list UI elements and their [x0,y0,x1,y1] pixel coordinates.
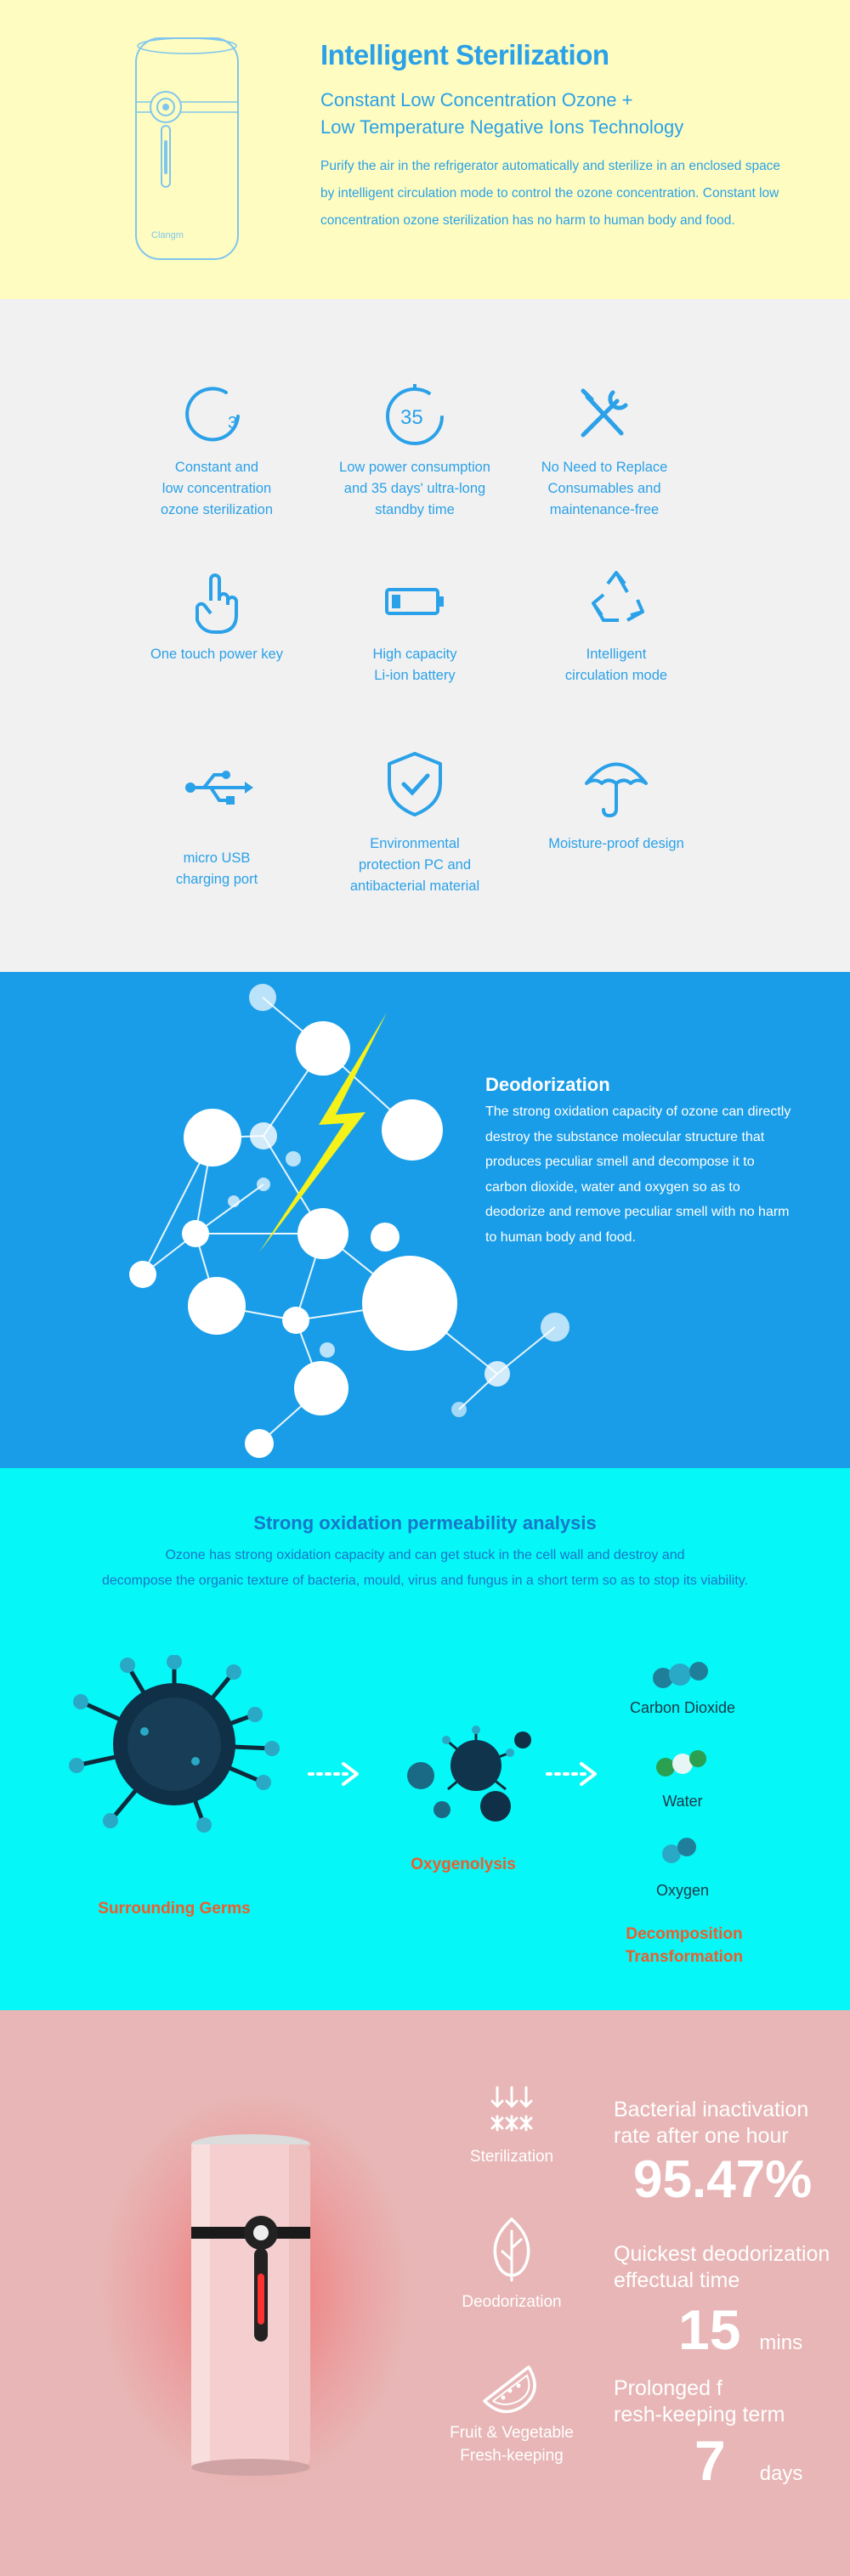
feature-antibacterial [317,745,513,897]
subtitle-line-2: Low Temperature Negative Ions Technology [320,116,684,138]
intro-subtitle [320,87,683,141]
oxidation-section [0,1468,850,2010]
intro-title: Intelligent Sterilization [320,39,609,71]
stat-unit: mins [759,2331,803,2354]
usb-icon [178,749,255,826]
water-molecule-icon [650,1748,710,1782]
stat-caption: Quickest deodorization [614,2242,830,2266]
stat-value: 95.47% [633,2150,813,2209]
stat-caption: resh-keeping term [614,2403,785,2426]
description-line: Ozone has strong oxidation capacity and can get stuck in the cell wall and destroy and [165,1548,685,1562]
feature-label-line: Intelligent [586,647,647,662]
feature-label-line: protection PC and [358,857,472,873]
stat-caption: rate after one hour [614,2124,789,2148]
battery-icon [377,562,453,639]
stat-caption: Bacterial inactivation [614,2098,809,2121]
germ-oxygenolysis-illustration [395,1715,540,1833]
arrow-right-icon [544,1757,604,1791]
feature-label-line: maintenance-free [549,502,660,517]
stat-caption: effectual time [614,2268,740,2292]
stat-fresh-keeping-term [614,2375,843,2493]
product-oxygen: Oxygen [655,1882,710,1899]
stopwatch-35-icon [377,376,453,452]
feature-label-line: High capacity [372,647,457,662]
feature-label-line: Environmental [370,836,460,851]
deodorization-section [0,972,850,1468]
feature-label-line: Li-ion battery [374,668,456,683]
wrench-screwdriver-icon [566,376,643,452]
feature-label-line: low concentration [162,481,272,496]
deodorization-description: The strong oxidation capacity of ozone can directly destroy the substance molecular structure that produces peculiar smell and decompose it to carbon dioxide, water and oxygen so as to deodorize and remove peculiar smell with no harm to human body and food. [485,1104,791,1245]
sterilization-icon [482,2082,541,2142]
recycle-icon [578,562,654,639]
benefit-fresh-keeping [435,2359,588,2467]
sterilizer-device-outline [128,34,246,263]
feature-label-line: circulation mode [564,668,668,683]
description-line: decompose the organic texture of bacteria, mould, virus and fungus in a short term so as to stop its viability. [101,1573,749,1588]
stage-decomposition-transformation [586,1923,782,1969]
feature-label-line: One touch power key [150,647,283,662]
stat-unit: days [759,2462,803,2485]
feature-low-power [317,376,513,521]
feature-label-line: micro USB [183,850,251,866]
germ-large-illustration [60,1655,289,1833]
product-carbon-dioxide: Carbon Dioxide [629,1699,736,1716]
benefit-deodorization [435,2214,588,2313]
features-section [0,299,850,972]
feature-label-line: Moisture-proof design [548,836,684,851]
deodorization-title: Deodorization [485,1074,610,1095]
feature-label-line: Low power consumption [339,460,490,475]
feature-circulation [518,562,714,686]
feature-moisture-proof [518,745,714,855]
feature-label-line: and 35 days' ultra-long [343,481,486,496]
product-water: Water [662,1793,703,1810]
benefit-label: Sterilization [469,2148,554,2166]
stage-label-line: Transformation [625,1948,744,1966]
intro-description: Purify the air in the refrigerator automatically and sterilize in an enclosed space by intelligent circulation mode to control the ozone concentration. Constant low concentration ozone sterilization has no harm to human body and food. [320,159,781,228]
svg-text:35: 35 [400,406,423,429]
stat-deodorization-time [614,2241,843,2362]
benefit-label: Deodorization [462,2293,562,2311]
oxygen-molecule-icon [654,1835,706,1866]
benefit-label-line: Fresh-keeping [460,2447,564,2465]
benefit-label [435,2421,588,2467]
feature-ozone-sterilization [119,376,314,521]
feature-one-touch [119,562,314,665]
feature-label-line: charging port [175,872,258,887]
oxidation-description [0,1543,850,1594]
feature-label-line: ozone sterilization [160,502,274,517]
feature-label-line: No Need to Replace [541,460,668,475]
feature-maintenance-free [507,376,702,521]
svg-text:3: 3 [228,414,238,432]
fruit-icon [478,2359,546,2418]
feature-label-line: Consumables and [547,481,661,496]
hand-tap-icon [178,562,255,639]
benefit-label-line: Fruit & Vegetable [450,2424,574,2442]
benefits-section [0,2010,850,2576]
carbon-dioxide-molecule-icon [646,1659,714,1693]
benefit-sterilization [435,2082,588,2168]
subtitle-line-1: Constant Low Concentration Ozone + [320,89,633,110]
sterilizer-device-product [183,2129,319,2486]
arrow-right-icon [306,1757,366,1791]
umbrella-icon [578,745,654,822]
feature-label-line: antibacterial material [349,878,480,894]
feature-label-line: standby time [375,502,455,517]
feature-battery [317,562,513,686]
brand-logo: Clangm [151,230,184,240]
intro-section [0,0,850,299]
stage-surrounding-germs: Surrounding Germs [98,1900,251,1918]
shield-check-icon [377,745,453,822]
stat-caption: Prolonged f [614,2376,722,2400]
stage-label-line: Decomposition [626,1925,743,1943]
feature-label-line: Constant and [174,460,259,475]
stat-value: 7 [694,2429,726,2492]
stat-value: 15 [678,2298,741,2361]
oxidation-title: Strong oxidation permeability analysis [253,1512,597,1534]
feature-micro-usb [119,749,314,890]
stage-oxygenolysis: Oxygenolysis [411,1856,516,1873]
leaf-icon [482,2214,541,2282]
clock-3-icon [178,376,255,452]
stat-bacterial-inactivation [614,2097,843,2210]
